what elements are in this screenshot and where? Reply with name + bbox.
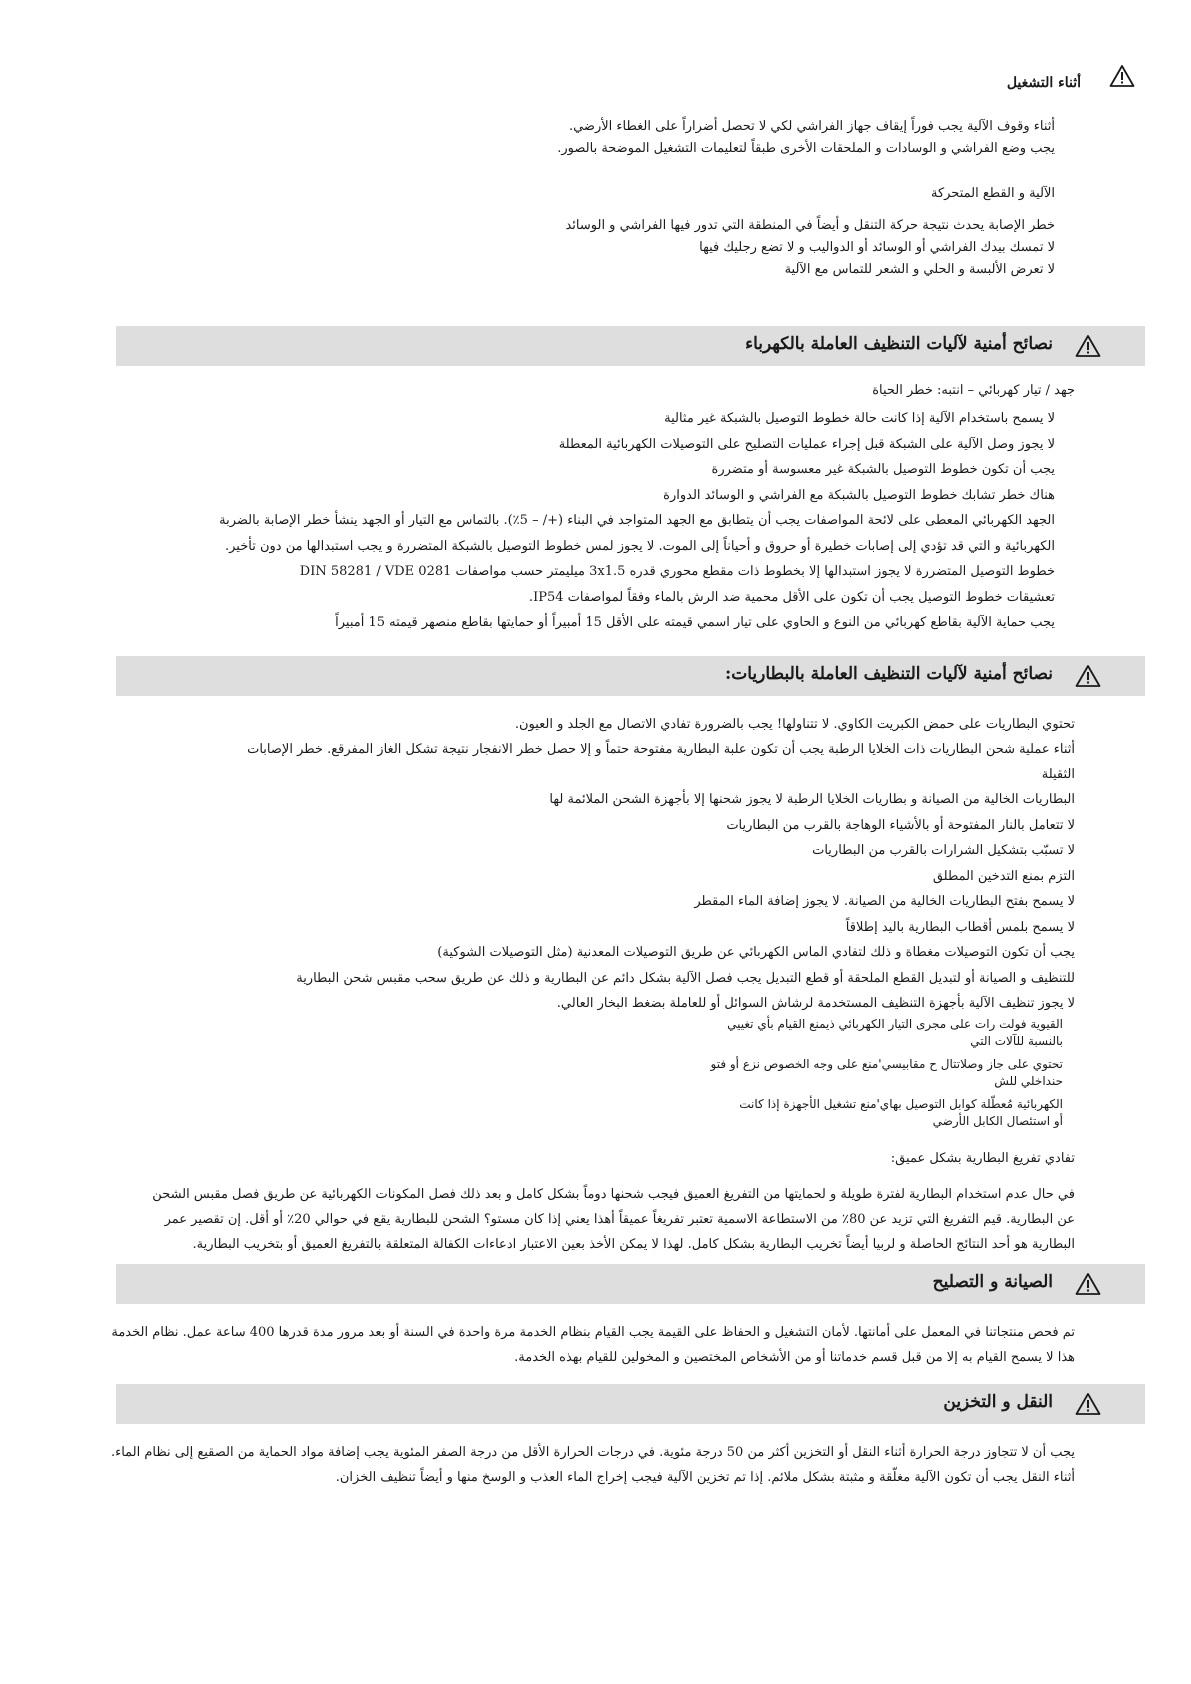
- warning-triangle-icon: [1075, 334, 1101, 358]
- battery-line: لا يجوز تنظيف الآلية بأجهزة التنظيف المستخدمة لرشاش السوائل أو للعاملة بضغط البخار العالي.: [556, 996, 1075, 1011]
- operation-line: أثناء وقوف الآلية يجب فوراً إيقاف جهاز الفراشي لكي لا تحصل أضراراً على الغطاء الأرضي.: [568, 119, 1055, 134]
- battery-line: التزم بمنع التدخين المطلق: [932, 868, 1075, 884]
- electric-line: خطوط التوصيل المتضررة لا يجوز استبدالها إلا بخطوط ذات مقطع محوري قدره 3x1.5 ميليمتر حسب مواصفات DIN 58281 / VDE 0281: [299, 564, 1055, 579]
- transport-text: [111, 1440, 1075, 1490]
- electric-line: جهد / تيار كهربائي – انتبه: خطر الحياة: [872, 383, 1075, 398]
- garbled-line: بالنسبة للآلات التي: [970, 1034, 1063, 1048]
- battery-line: لا تتعامل بالنار المفتوحة أو بالأشياء الوهاجة بالقرب من البطاريات: [726, 817, 1075, 833]
- garbled-text-3: [739, 1096, 1063, 1130]
- transport-line: يجب أن لا تتجاوز درجة الحرارة أثناء النقل أو التخزين أكثر من 50 درجة مئوية. في درجات الحرارة الأقل من درجة الصفر المئوية يجب إضافة مواد الحماية من الصقيع إلى نظام الماء.: [110, 1445, 1075, 1460]
- section-banner-transport: [116, 1384, 1145, 1424]
- electric-heading: نصائح أمنية لآليات التنظيف العاملة بالكهرباء: [745, 334, 1053, 354]
- battery-line: لا يسمح بفتح البطاريات الخالية من الصيانة. لا يجوز إضافة الماء المقطر: [694, 894, 1075, 909]
- battery-line: تحتوي البطاريات على حمض الكبريت الكاوي. لا تتناولها! يجب بالضرورة تفادي الاتصال مع الجلد و العيون.: [514, 717, 1075, 732]
- operation-title: أثناء التشغيل: [1006, 75, 1081, 91]
- battery-line: البطاريات الخالية من الصيانة و بطاريات الخلايا الرطبة لا يجوز شحنها إلا بأجهزة الشحن الملائمة لها: [549, 792, 1075, 807]
- deep-discharge-text: [152, 1182, 1075, 1257]
- warning-triangle-icon: [1075, 664, 1101, 688]
- deep-discharge-line: في حال عدم استخدام البطارية لفترة طويلة و لحمايتها من التفريغ العميق فيجب شحنها دوماً بشكل كامل و بعد ذلك فصل المكونات الكهربائية عن طريق فصل مقبس الشحن: [152, 1187, 1075, 1202]
- moving-parts-line: لا تمسك بيدك الفراشي أو الوسائد أو الدواليب و لا تضع رجليك فيها: [699, 240, 1055, 255]
- transport-heading: النقل و التخزين: [943, 1392, 1053, 1412]
- garbled-line: أو استئصال الكابل الأرضي: [932, 1114, 1063, 1128]
- moving-parts-block: [931, 183, 1055, 205]
- section-banner-maintenance: [116, 1264, 1145, 1304]
- electric-line: لا يجوز وصل الآلية على الشبكة قبل إجراء عمليات التصليح على التوصيلات الكهربائية المعطلة: [558, 436, 1055, 452]
- deep-discharge-line: البطارية هو أحد النتائج الحاصلة و لربيا أيضاً تخريب البطارية بشكل كامل. لهذا لا يمكن الأخذ بعين الاعتبار ادعاءات الكفالة المتعلقة بالتفريغ العميق أو بتخريب البطارية.: [192, 1237, 1075, 1252]
- electric-text: [872, 380, 1075, 402]
- battery-line: يجب أن تكون التوصيلات مغطاة و ذلك لتفادي الماس الكهربائي عن طريق التوصيلات المعدنية (مثل التوصيلات الشوكية): [437, 945, 1075, 960]
- garbled-line: حنداخلي للش: [994, 1074, 1063, 1088]
- maintenance-heading: الصيانة و التصليح: [932, 1272, 1053, 1292]
- battery-line: للتنظيف و الصيانة أو لتبديل القطع الملحقة أو قطع التبديل يجب فصل الآلية بشكل دائم عن البطارية و ذلك عن طريق سحب مقبس شحن البطارية: [296, 970, 1075, 986]
- electric-line: هناك خطر تشابك خطوط التوصيل بالشبكة مع الفراشي و الوسائد الدوارة: [663, 487, 1055, 503]
- moving-parts-line: خطر الإصابة يحدث نتيجة حركة التنقل و أيضاً في المنطقة التي تدور فيها الفراشي و الوسائد: [565, 218, 1055, 233]
- electric-line: الكهربائية و التي قد تؤدي إلى إصابات خطيرة أو حروق و أحياناً إلى الموت. لا يجوز لمس خطوط التوصيل بالشبكة المتضررة و يجب استبدالها من دون تأخير.: [224, 538, 1055, 554]
- garbled-line: القيوية فولت رات على مجرى التيار الكهربائي ذيمنع القيام بأي تغييي: [727, 1017, 1063, 1031]
- electric-line: الجهد الكهربائي المعطى على لائحة المواصفات يجب أن يتطابق مع الجهد المتواجد في البناء (+/ – 5٪). بالتماس مع التيار أو الجهد ينشأ خطر الإصابة بالضربة: [219, 513, 1055, 528]
- battery-line: أثناء عملية شحن البطاريات ذات الخلايا الرطبة يجب أن تكون علبة البطارية مفتوحة حتماً و إلا حصل خطر الانفجار نتيجة تشكل الغاز المفرقع. خطر الإصابات: [247, 742, 1075, 757]
- battery-line: الثقيلة: [1041, 767, 1075, 782]
- electric-list: [219, 406, 1055, 636]
- deep-discharge-title-block: [891, 1148, 1075, 1170]
- section-banner-battery: [116, 656, 1145, 696]
- operation-title-block: [1007, 72, 1081, 94]
- deep-discharge-title: تفادي تفريغ البطارية بشكل عميق:: [890, 1151, 1075, 1166]
- battery-text: [245, 712, 1075, 1017]
- maintenance-text: [111, 1320, 1075, 1370]
- maintenance-line: تم فحص منتجاتنا في المعمل على أمانتها. لأمان التشغيل و الحفاظ على القيمة يجب القيام بنظام الخدمة مرة واحدة في السنة أو بعد مرور مدة قدرها 400 ساعة عمل. نظام الخدمة: [111, 1325, 1075, 1340]
- transport-line: أثناء النقل يجب أن تكون الآلية مغلّقة و مثبتة بشكل ملائم. إذا تم تخزين الآلية فيجب إخراج الماء العذب و الوسخ منها و أيضاً تنظيف الخزان.: [335, 1470, 1075, 1485]
- battery-heading: نصائح أمنية لآليات التنظيف العاملة بالبطاريات:: [724, 664, 1053, 684]
- garbled-line: تحتوي على جاز وصلاتتال ح مقابيسي'منع على وجه الخصوص نزع أو فتو: [710, 1057, 1063, 1071]
- operation-line: يجب وضع الفراشي و الوسادات و الملحقات الأخرى طبقاً لتعليمات التشغيل الموضحة بالصور.: [557, 141, 1055, 156]
- warning-triangle-icon: [1075, 1272, 1101, 1296]
- garbled-text-1: [727, 1016, 1063, 1050]
- section-banner-electric: [116, 326, 1145, 366]
- operation-text: [557, 116, 1055, 160]
- warning-triangle-icon: [1109, 64, 1135, 88]
- garbled-text-2: [711, 1056, 1063, 1090]
- electric-line: لا يسمح باستخدام الآلية إذا كانت حالة خطوط التوصيل بالشبكة غير مثالية: [664, 411, 1055, 426]
- battery-line: لا يسمح بلمس أقطاب البطارية باليد إطلاقاً: [845, 919, 1075, 935]
- warning-triangle-icon: [1075, 1392, 1101, 1416]
- deep-discharge-line: عن البطارية. قيم التفريغ التي تزيد عن 80٪ من الاستطاعة الاسمية تعتبر تفريغاً عميقاً أهذا يعني إذا كان مستو؟ الشحن للبطارية يقع في حوالي 20٪ أو أقل. إن تقصير عمر: [164, 1212, 1075, 1227]
- moving-parts-text: [565, 215, 1055, 281]
- electric-line: يجب حماية الآلية بقاطع كهربائي من النوع و الحاوي على تيار اسمي قيمته على الأقل 15 أمبيراً أو حمايتها بقاطع منصهر قيمته 15 أمبيراً: [335, 615, 1055, 630]
- battery-line: لا تسبّب بتشكيل الشرارات بالقرب من البطاريات: [812, 843, 1075, 858]
- moving-parts-line: لا تعرض الألبسة و الحلي و الشعر للتماس مع الآلية: [784, 262, 1055, 277]
- electric-line: يجب أن تكون خطوط التوصيل بالشبكة غير معسوسة أو متضررة: [711, 462, 1055, 477]
- garbled-line: الكهربائية مُعطّلة كوابل التوصيل بهاي'منع تشغيل الأجهزة إذا كانت: [739, 1097, 1063, 1111]
- moving-parts-title: الآلية و القطع المتحركة: [930, 186, 1055, 201]
- maintenance-line: هذا لا يسمح القيام به إلا من قبل قسم خدماتنا أو من الأشخاص المختصين و المخولين للقيام بهذه الخدمة.: [514, 1350, 1075, 1365]
- electric-line: تعشيقات خطوط التوصيل يجب أن تكون على الأقل محمية ضد الرش بالماء وفقاً لمواصفات IP54.: [528, 589, 1055, 605]
